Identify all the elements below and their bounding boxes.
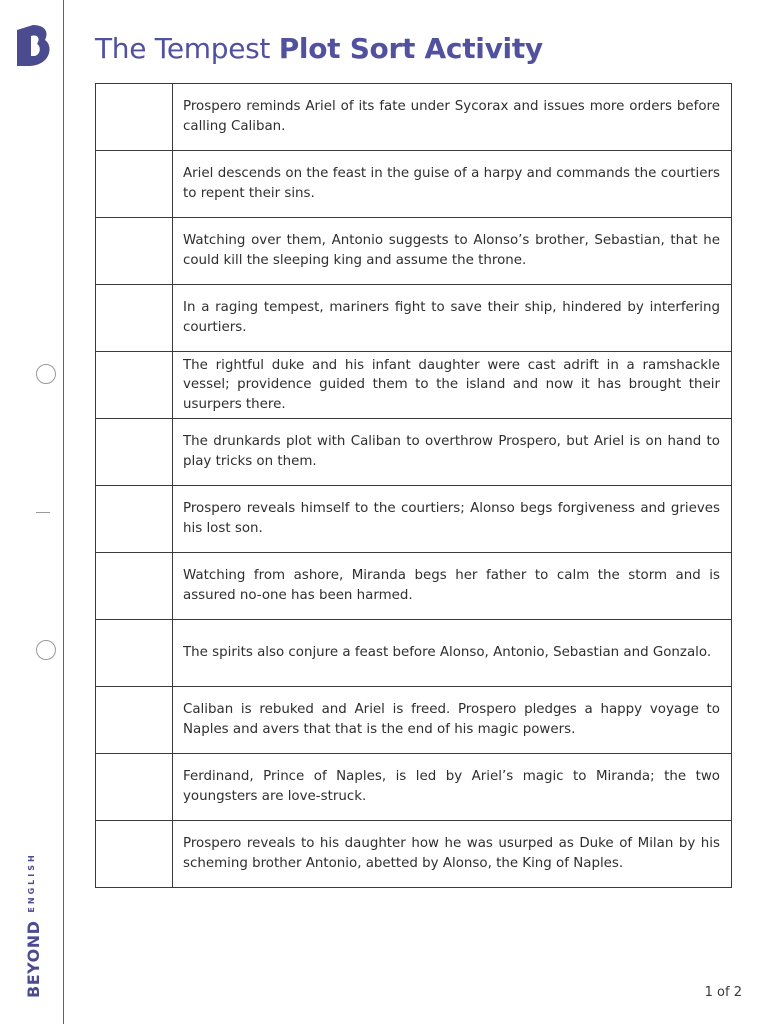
punch-hole-lower xyxy=(36,640,56,660)
table-row xyxy=(96,754,732,821)
fold-mark xyxy=(36,512,50,513)
table-row xyxy=(96,352,732,419)
order-cell[interactable] xyxy=(96,285,173,352)
event-text: Prospero reveals himself to the courtiers; Alonso begs forgiveness and grieves his lost son. xyxy=(173,486,732,553)
order-cell[interactable] xyxy=(96,821,173,888)
order-cell[interactable] xyxy=(96,151,173,218)
brand-name: BEYOND xyxy=(24,920,43,998)
table-row xyxy=(96,486,732,553)
event-text: Prospero reminds Ariel of its fate under Sycorax and issues more orders before calling Caliban. xyxy=(173,84,732,151)
event-text: Watching from ashore, Miranda begs her father to calm the storm and is assured no-one has been harmed. xyxy=(173,553,732,620)
punch-hole-upper xyxy=(36,364,56,384)
table-row xyxy=(96,687,732,754)
brand-sub: ENGLISH xyxy=(27,852,36,913)
order-cell[interactable] xyxy=(96,218,173,285)
table-row xyxy=(96,218,732,285)
order-cell[interactable] xyxy=(96,84,173,151)
brand-wordmark xyxy=(24,852,43,998)
event-text: Prospero reveals to his daughter how he was usurped as Duke of Milan by his scheming brother Antonio, abetted by Alonso, the King of Naples. xyxy=(173,821,732,888)
table-row xyxy=(96,151,732,218)
beyond-logo-icon xyxy=(15,24,51,66)
order-cell[interactable] xyxy=(96,754,173,821)
order-cell[interactable] xyxy=(96,620,173,687)
event-text: The spirits also conjure a feast before Alonso, Antonio, Sebastian and Gonzalo. xyxy=(173,620,732,687)
title-bold: Plot Sort Activity xyxy=(278,32,543,65)
table-row xyxy=(96,419,732,486)
table-row xyxy=(96,285,732,352)
table-row xyxy=(96,821,732,888)
event-text: The rightful duke and his infant daughter were cast adrift in a ramshackle vessel; providence guided them to the island and now it has brought their usurpers there. xyxy=(173,352,732,419)
table-row xyxy=(96,84,732,151)
order-cell[interactable] xyxy=(96,352,173,419)
event-text: Ferdinand, Prince of Naples, is led by Ariel’s magic to Miranda; the two youngsters are love-struck. xyxy=(173,754,732,821)
page-number: 1 of 2 xyxy=(704,985,742,1000)
event-text: In a raging tempest, mariners fight to save their ship, hindered by interfering courtiers. xyxy=(173,285,732,352)
event-text: Watching over them, Antonio suggests to Alonso’s brother, Sebastian, that he could kill the sleeping king and assume the throne. xyxy=(173,218,732,285)
order-cell[interactable] xyxy=(96,687,173,754)
margin-line xyxy=(63,0,64,1024)
table-row xyxy=(96,620,732,687)
plot-sort-table xyxy=(95,83,732,888)
order-cell[interactable] xyxy=(96,419,173,486)
order-cell[interactable] xyxy=(96,486,173,553)
event-text: Ariel descends on the feast in the guise of a harpy and commands the courtiers to repent their sins. xyxy=(173,151,732,218)
page-title xyxy=(95,32,543,65)
event-text: Caliban is rebuked and Ariel is freed. Prospero pledges a happy voyage to Naples and avers that that is the end of his magic powers. xyxy=(173,687,732,754)
order-cell[interactable] xyxy=(96,553,173,620)
event-text: The drunkards plot with Caliban to overthrow Prospero, but Ariel is on hand to play tricks on them. xyxy=(173,419,732,486)
table-row xyxy=(96,553,732,620)
title-plain: The Tempest xyxy=(95,32,279,65)
